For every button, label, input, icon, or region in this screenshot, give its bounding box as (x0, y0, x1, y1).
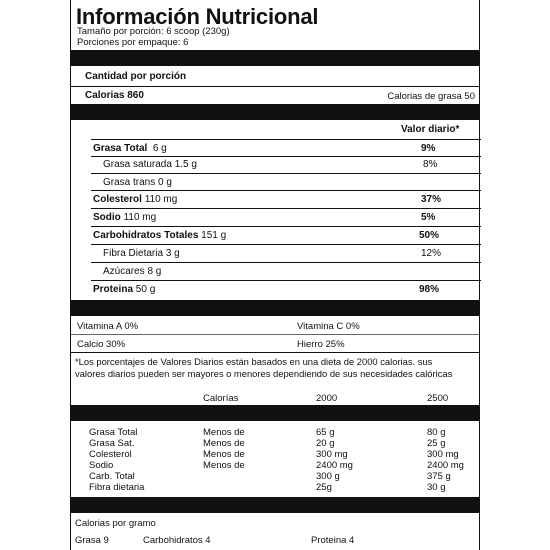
divider (91, 226, 481, 227)
footnote-line-1: *Los porcentajes de Valores Diarios están basados en una dieta de 2000 calorias. sus (75, 356, 433, 367)
nutrient-row: Proteina 50 g (93, 284, 156, 295)
thick-divider (71, 300, 479, 316)
divider (91, 139, 481, 140)
divider (71, 352, 479, 353)
divider (71, 86, 479, 87)
vitamin-a: Vitamina A 0% (77, 321, 139, 332)
daily-value-header: Valor diario* (401, 124, 460, 135)
nutrient-dv: 98% (419, 284, 440, 295)
calories-label-text: Calorias (85, 90, 125, 101)
nutrient-dv: 9% (421, 143, 436, 154)
divider (91, 190, 481, 191)
nutrient-dv: 12% (421, 248, 442, 259)
divider (91, 280, 481, 281)
divider (91, 262, 481, 263)
serving-size: Tamaño por porción: 6 scoop (230g) (77, 26, 230, 37)
nutrient-row: Grasa trans 0 g (103, 177, 172, 188)
nutrient-row: Grasa saturada 1.5 g (103, 159, 197, 170)
nutrient-dv: 50% (419, 230, 440, 241)
calories-per-gram-label: Calorias por gramo (75, 518, 156, 529)
vitamin-c: Vitamina C 0% (297, 321, 360, 332)
calories-per-gram-carbs: Carbohidratos 4 (143, 535, 211, 546)
divider (91, 156, 481, 157)
thick-divider (71, 497, 479, 513)
footnote-line-2: valores diarios pueden ser mayores o menores dependiendo de sus necesidades calóricas (75, 368, 453, 379)
calories-per-gram-fat: Grasa 9 (75, 535, 109, 546)
nutrient-dv: 8% (423, 159, 438, 170)
divider (91, 244, 481, 245)
thick-divider (71, 405, 479, 421)
nutrient-dv: 37% (421, 194, 442, 205)
nutrient-dv: 5% (421, 212, 436, 223)
calories-from-fat: Calorias de grasa 50 (387, 91, 475, 102)
amount-per-serving-label: Cantidad por porción (85, 71, 187, 82)
nutrient-row: Azúcares 8 g (103, 266, 162, 277)
nutrient-row: Fibra Dietaria 3 g (103, 248, 180, 259)
nutrition-facts-panel: Información Nutricional Tamaño por porción: 6 scoop (230g) Porciones por empaque: 6 Cantidad por porción Calorias 860 Calorias de grasa 50 Valor diario* Grasa Total 6 g 9% Grasa saturada 1.5 g 8% Grasa trans 0 g Colesterol 110 mg 37% Sodio 110 mg 5% Carbohidratos Totales 151 g 50% Fibra Dietaria 3 g 12% Azúcares 8 g Proteina 50 g 98% Vitamina A 0% Vitamina C 0% Calcio 30% Hierro 25% *Los porcentajes de Valores Diarios están basados en una dieta de 2000 calorias. sus valores diarios pueden ser mayores o menores dependiendo de sus necesidades calóricas Calorías 2000 2500 Grasa Total Menos de 65 g 80 g Grasa Sat. Menos de 20 g 25 g Colesterol Menos de 300 mg 300 mg Sodio Menos de 2400 mg 2400 mg Carb. Total 300 g 375 g Fibra dietaria 25g 30 g Calorias por gramo Grasa 9 Carbohidratos 4 Proteina 4 (70, 0, 480, 550)
divider (91, 173, 481, 174)
nutrient-row: Colesterol 110 mg (93, 194, 178, 205)
iron: Hierro 25% (297, 339, 345, 350)
divider (91, 208, 481, 209)
thick-divider (71, 50, 479, 66)
nutrient-row: Sodio 110 mg (93, 212, 157, 223)
calcium: Calcio 30% (77, 339, 126, 350)
divider (71, 334, 479, 335)
reference-header-label: Calorías (203, 393, 239, 404)
nutrient-row: Grasa Total 6 g (93, 143, 167, 154)
reference-header-2000: 2000 (316, 393, 338, 404)
servings-per-container: Porciones por empaque: 6 (77, 37, 189, 48)
calories-label (85, 91, 144, 101)
calories-value: 860 (127, 90, 144, 101)
label-title: Información Nutricional (76, 4, 319, 29)
nutrient-row: Carbohidratos Totales 151 g (93, 230, 227, 241)
reference-header-2500: 2500 (427, 393, 449, 404)
thick-divider (71, 104, 479, 120)
calories-per-gram-protein: Proteina 4 (311, 535, 355, 546)
